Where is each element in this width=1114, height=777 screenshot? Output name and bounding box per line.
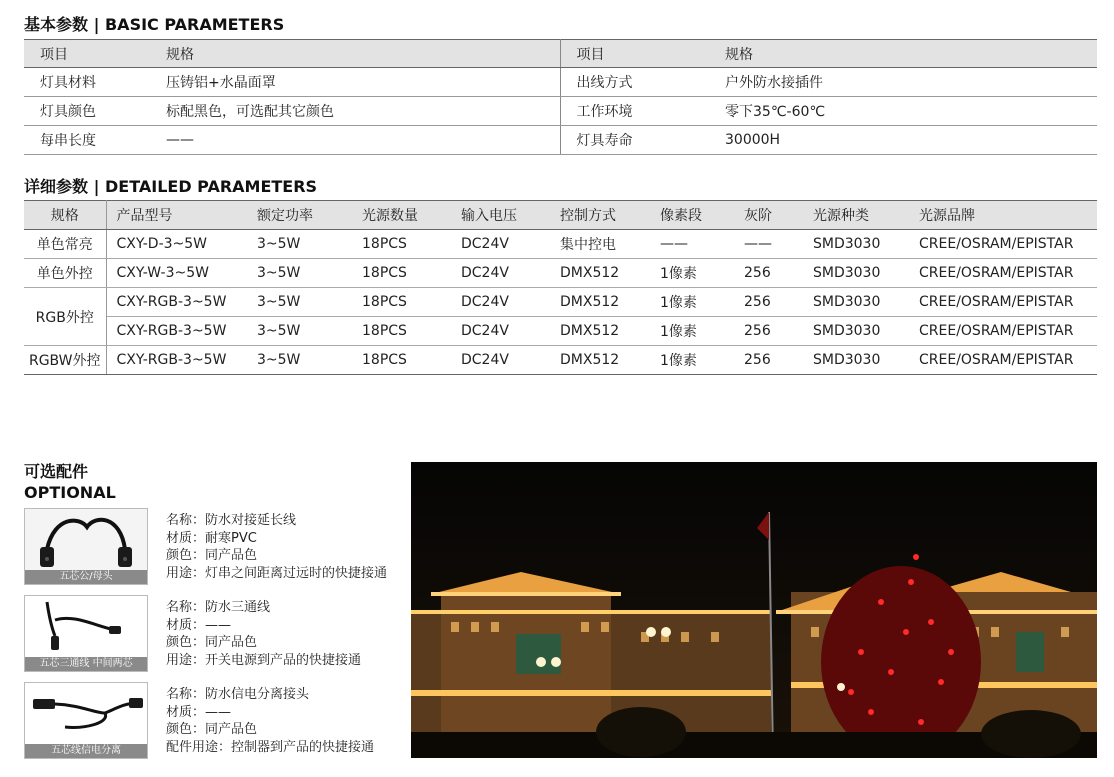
table-cell: DC24V [451, 230, 550, 259]
table-cell: 3~5W [247, 317, 352, 346]
table-row [24, 230, 1097, 259]
table-cell: 30000H [709, 126, 1097, 155]
accessory-image-splitter [24, 682, 148, 759]
table-row [24, 346, 1097, 375]
table-cell: DMX512 [550, 346, 650, 375]
accessory-image-extension-cable [24, 508, 148, 585]
table-cell: DMX512 [550, 317, 650, 346]
splitter-cable-icon [25, 683, 147, 745]
table-cell: 18PCS [352, 346, 451, 375]
table-row [24, 259, 1097, 288]
table-row [24, 288, 1097, 317]
basic-params-table [24, 39, 1097, 155]
table-cell: 户外防水接插件 [709, 68, 1097, 97]
table-cell: —— [150, 126, 560, 155]
table-cell: 18PCS [352, 288, 451, 317]
accessory-material: 材质：耐寒PVC [166, 530, 257, 546]
table-cell: CXY-D-3~5W [106, 230, 247, 259]
accessory-description [166, 686, 374, 756]
table-cell: 工作环境 [560, 97, 709, 126]
table-cell: DMX512 [550, 288, 650, 317]
table-cell: 集中控电 [550, 230, 650, 259]
basic-section-title: 基本参数 | BASIC PARAMETERS [24, 15, 285, 34]
table-cell: 3~5W [247, 259, 352, 288]
table-cell: DC24V [451, 259, 550, 288]
header-cell: 光源种类 [803, 201, 909, 230]
table-cell: RGB外控 [24, 288, 106, 346]
table-cell: —— [650, 230, 734, 259]
table-cell: DC24V [451, 317, 550, 346]
detail-section-title: 详细参数 | DETAILED PARAMETERS [24, 177, 318, 196]
table-cell: CXY-RGB-3~5W [106, 317, 247, 346]
table-cell: 1像素 [650, 259, 734, 288]
table-cell: 灯具材料 [24, 68, 150, 97]
accessory-image-tee-cable [24, 595, 148, 672]
table-cell: —— [734, 230, 803, 259]
table-row [24, 126, 1097, 155]
installation-night-photo [411, 462, 1097, 758]
table-cell: CREE/OSRAM/EPISTAR [909, 346, 1097, 375]
table-cell: 标配黑色，可选配其它颜色 [150, 97, 560, 126]
table-cell: 1像素 [650, 317, 734, 346]
accessory-name: 名称：防水对接延长线 [166, 513, 297, 528]
table-cell: CXY-RGB-3~5W [106, 346, 247, 375]
table-cell: CREE/OSRAM/EPISTAR [909, 288, 1097, 317]
table-cell: 出线方式 [560, 68, 709, 97]
table-cell: CREE/OSRAM/EPISTAR [909, 230, 1097, 259]
table-cell: DC24V [451, 346, 550, 375]
accessory-description [166, 599, 361, 669]
table-row [24, 68, 1097, 97]
accessory-material: 材质：—— [166, 617, 232, 633]
table-cell: 18PCS [352, 259, 451, 288]
table-cell: DC24V [451, 288, 550, 317]
table-cell: 256 [734, 317, 803, 346]
accessory-usage: 用途：灯串之间距离过远时的快捷接通 [166, 565, 388, 581]
table-cell: 1像素 [650, 346, 734, 375]
accessory-color: 颜色：同产品色 [166, 635, 258, 650]
table-cell: 18PCS [352, 317, 451, 346]
table-cell: 256 [734, 288, 803, 317]
accessory-name: 名称：防水信电分离接头 [166, 687, 310, 702]
table-cell: CREE/OSRAM/EPISTAR [909, 317, 1097, 346]
table-header-row [24, 201, 1097, 230]
accessory-caption: 五芯公/母头 [25, 570, 147, 584]
accessory-usage: 用途：开关电源到产品的快捷接通 [166, 652, 362, 668]
header-cell: 规格 [24, 201, 106, 230]
header-cell: 规格 [709, 40, 1097, 68]
table-cell: 3~5W [247, 288, 352, 317]
accessory-material: 材质：—— [166, 704, 232, 720]
table-cell: SMD3030 [803, 259, 909, 288]
table-cell: SMD3030 [803, 288, 909, 317]
table-cell: CREE/OSRAM/EPISTAR [909, 259, 1097, 288]
accessory-usage: 配件用途：控制器到产品的快捷接通 [166, 739, 375, 755]
accessory-color: 颜色：同产品色 [166, 548, 258, 563]
table-cell: 灯具颜色 [24, 97, 150, 126]
table-cell: 3~5W [247, 346, 352, 375]
accessory-caption: 五芯线信电分离 [25, 744, 147, 758]
table-cell: SMD3030 [803, 317, 909, 346]
table-cell: DMX512 [550, 259, 650, 288]
table-cell: 256 [734, 346, 803, 375]
table-row [24, 97, 1097, 126]
accessory-name: 名称：防水三通线 [166, 600, 271, 615]
table-cell: 256 [734, 259, 803, 288]
table-cell: 1像素 [650, 288, 734, 317]
table-row [24, 317, 1097, 346]
accessory-description [166, 512, 387, 582]
connector-cable-icon [25, 509, 147, 571]
tee-cable-icon [25, 596, 147, 658]
header-cell: 产品型号 [106, 201, 247, 230]
header-cell: 规格 [150, 40, 560, 68]
table-cell: CXY-W-3~5W [106, 259, 247, 288]
header-cell: 项目 [24, 40, 150, 68]
header-cell: 额定功率 [247, 201, 352, 230]
table-cell: CXY-RGB-3~5W [106, 288, 247, 317]
header-cell: 控制方式 [550, 201, 650, 230]
table-cell: 每串长度 [24, 126, 150, 155]
table-cell: 18PCS [352, 230, 451, 259]
table-cell: 压铸铝+水晶面罩 [150, 68, 560, 97]
header-cell: 输入电压 [451, 201, 550, 230]
table-cell: SMD3030 [803, 346, 909, 375]
accessory-color: 颜色：同产品色 [166, 722, 258, 737]
header-cell: 像素段 [650, 201, 734, 230]
header-cell: 光源数量 [352, 201, 451, 230]
optional-title-cn: 可选配件 [24, 462, 89, 481]
table-cell: 3~5W [247, 230, 352, 259]
accessory-caption: 五芯三通线 中间两芯 [25, 657, 147, 671]
optional-section-title [24, 461, 116, 503]
header-cell: 灰阶 [734, 201, 803, 230]
header-cell: 光源品牌 [909, 201, 1097, 230]
table-cell: 零下35℃-60℃ [709, 97, 1097, 126]
table-cell: RGBW外控 [24, 346, 106, 375]
table-cell: SMD3030 [803, 230, 909, 259]
optional-title-en: OPTIONAL [24, 483, 116, 502]
table-cell: 单色常亮 [24, 230, 106, 259]
table-header-row [24, 40, 1097, 68]
detail-params-table [24, 200, 1097, 375]
table-cell: 灯具寿命 [560, 126, 709, 155]
lit-building-image [411, 462, 1097, 758]
table-cell: 单色外控 [24, 259, 106, 288]
header-cell: 项目 [560, 40, 709, 68]
